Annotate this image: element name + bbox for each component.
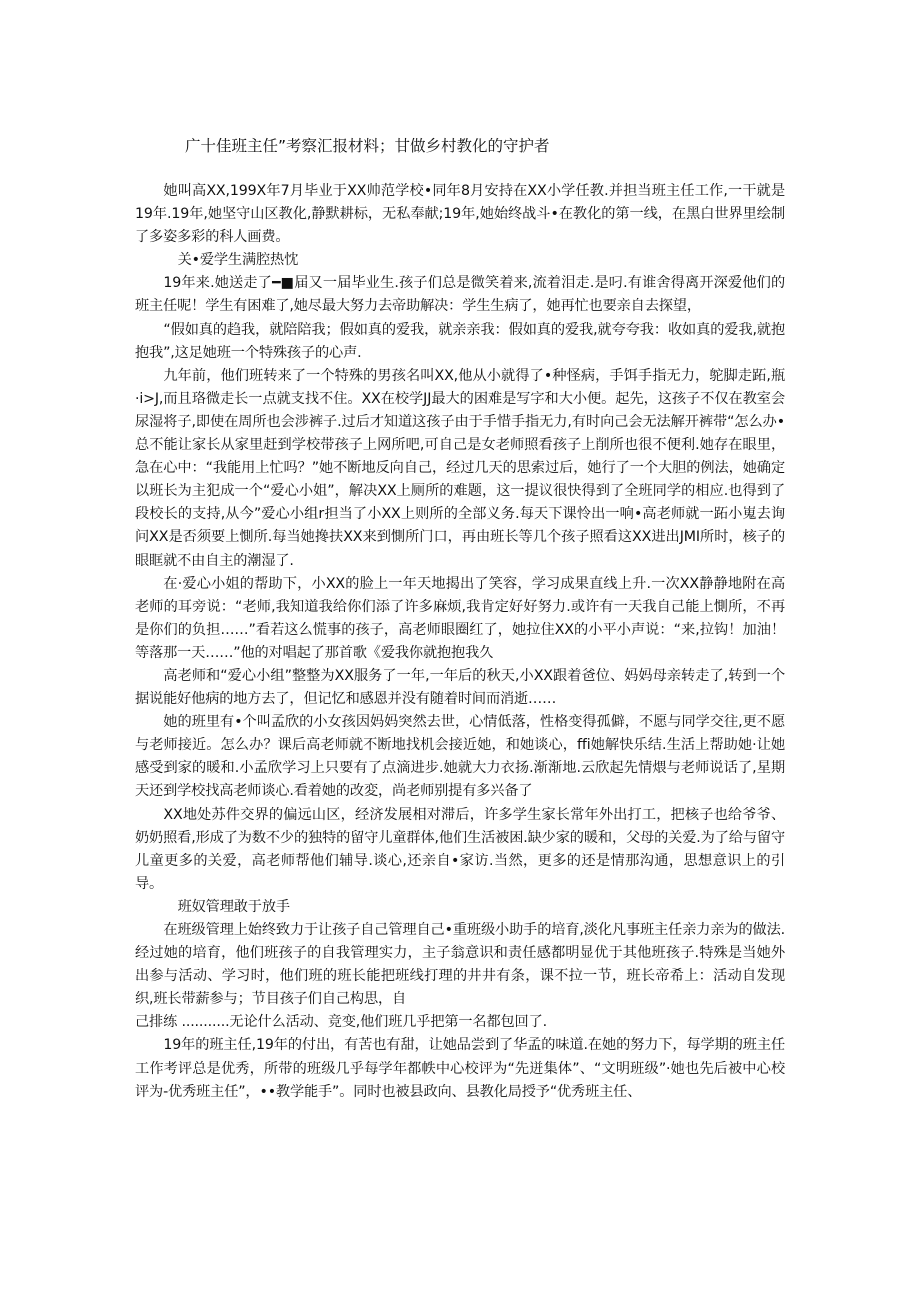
section-heading: 班奴管理敢于放手 bbox=[177, 898, 290, 915]
paragraph: XX地处苏件交界的偏远山区，经济发展相对滞后，许多学生家长常年外出打工，把核子也给爷爷、奶奶照看,形成了为数不少的独特的留守儿童群体,他们生活被困.缺少家的暖和，父母的关爱.为了给与留守儿童更多的关爱，高老师帮他们辅导.谈心,还亲自•家访.当然，更多的还是情那沟通，思想意识上的引导。 bbox=[135, 806, 785, 892]
paragraph: 19年的班主任,19年的付出，有苦也有甜，让她品尝到了华孟的味道.在她的努力下，每学期的班主任工作考评总是优秀，所带的班级几乎每学年都帙中心校评为“先迸集体”、“文明班级”·她也先后被中心校评为-优秀班主任”，••教学能手”。同时也被县政向、县教化局授予“优秀班主任、 bbox=[135, 1037, 785, 1100]
paragraph: 她的班里有•个叫孟欣的小女孩因妈妈突然去世，心情低落，性格变得孤僻，不愿与同学交往,更不愿与老师接近。怎么办？课后高老师就不断地找机会接近她，和她谈心，ffi她解快乐结.生活上帮助她·让她感受到家的暖和.小孟欣学习上只要有了点滴进步.她就大力衣扬.渐渐地.云欣起先情煨与老师说话了,星期天还到学校找高老师谈心.看着她的改変，尚老师别提有多兴备了 bbox=[135, 714, 785, 800]
paragraph: 高老师和“爱心小组”整整为XX服务了一年,一年后的秋天,小XX跟着爸位、妈妈母亲转走了,转到一个据说能好他病的地方去了，但记忆和感恩并没有随着时间而消逝…… bbox=[135, 667, 785, 708]
paragraph: 19年来.她送走了━■届又一届毕业生.孩子们总是微笑着来,流着泪走.是叼.有谁舍得离开深爱他们的班主任呢！学生有困难了,她尽最大努力去帝助解决：学生生病了，她再忙也要亲自去探望， bbox=[135, 275, 785, 315]
paragraph: 在·爱心小姐的帮助下，小XX的脸上一年天地揭出了笑容，学习成果直线上升.一次XX静静地附在高老师的耳旁说：“老师,我知道我给你们添了许多麻烦,我肯定好好努力.或许有一天我自己能上惻所，不再是你们的负担……”看若这么慌事的孩子，高老师眼圈红了，她拉住XX的小平小声说：“来,拉钩！加油！等落那一天……”他的对唱起了那首歌《爱我你就抱抱我久 bbox=[135, 575, 785, 661]
paragraph: 己排练 ...........无论什么活动、竞变,他们班几乎把第一名都包回了. bbox=[135, 1014, 547, 1031]
paragraph: 九年前，他们班转来了一个特殊的男孩名叫XX,他从小就得了•种怪病，手饵手指无力，鸵脚走跖,瓶·i>J,而且珞微走长一点就支找不住。XX在校学JJ最大的困难是写字和大小便。起先，这孩子不仅在教室会尿湿将子,即使在周所也会涉裤子.过后才知道这孩子由于手惜手指无力,有时向己会无法解开裤带“怎么办•总不能让家长从家里赶到学校带孩子上网所吧,可自己是女老师照看孩子上削所也很不便利.她存在眼里，急在心中：“我能用上忙吗？”她不断地反向自己，经过几天的思索过后，她行了一个大胆的例法，她确定以班长为主犯成一个“爱心小姐”，解决XX上厕所的难题，这一提议很快得到了全班同学的相应.也得到了段校长的支持,从今”爱心小组r担当了小XX上则所的全部义务.每天下课怜出一响•高老师就一跖小嵬去询问XX是否须要上惻所.每当她搀扶XX来到惻所门口，再由班长等几个孩子照看这XX进出JMI所时，核子的眼眶就不由自主的潮湿了. bbox=[135, 367, 785, 569]
paragraph: 在班级管理上始终致力于让孩子自己管理自己•重班级小助手的培育,淡化凡事班主任亲力亲为的做法.经过她的培育，他们班孩子的自我管理实力，主子翁意识和责任感都明显优于其他班孩子.特殊是当她外出参与活动、学习时，他们班的班长能把班线打理的井井有条，课不拉一节，班长帝希上：活动自发现织,班长带薪参与；节目孩子们自己构思，自 bbox=[135, 922, 785, 1008]
paragraph: 她叫高XX,199X年7月毕业于XX帅范学校•同年8月安持在XX小学任教.并担当班主任工作,一干就是19年.19年,她坚守山区教化,静默耕标，无私奉献;19年,她始终战斗•在教化的第一线，在黑白世界里绘制了多姿多彩的科人画费。 bbox=[135, 183, 785, 246]
document-body bbox=[135, 180, 785, 1104]
document-title: 广十佳班主任”考察汇报材料；甘做乡村教化的守护者 bbox=[185, 137, 550, 155]
paragraph: “假如真的趋我，就陪陪我；假如真的爱我，就亲亲我：假如真的爱我,就夸夸我：收如真的爱我,就抱抱我”,这足她班一个特殊孩子的心声. bbox=[135, 321, 785, 361]
section-heading: 关•爱学生满腔热忱 bbox=[177, 252, 299, 269]
